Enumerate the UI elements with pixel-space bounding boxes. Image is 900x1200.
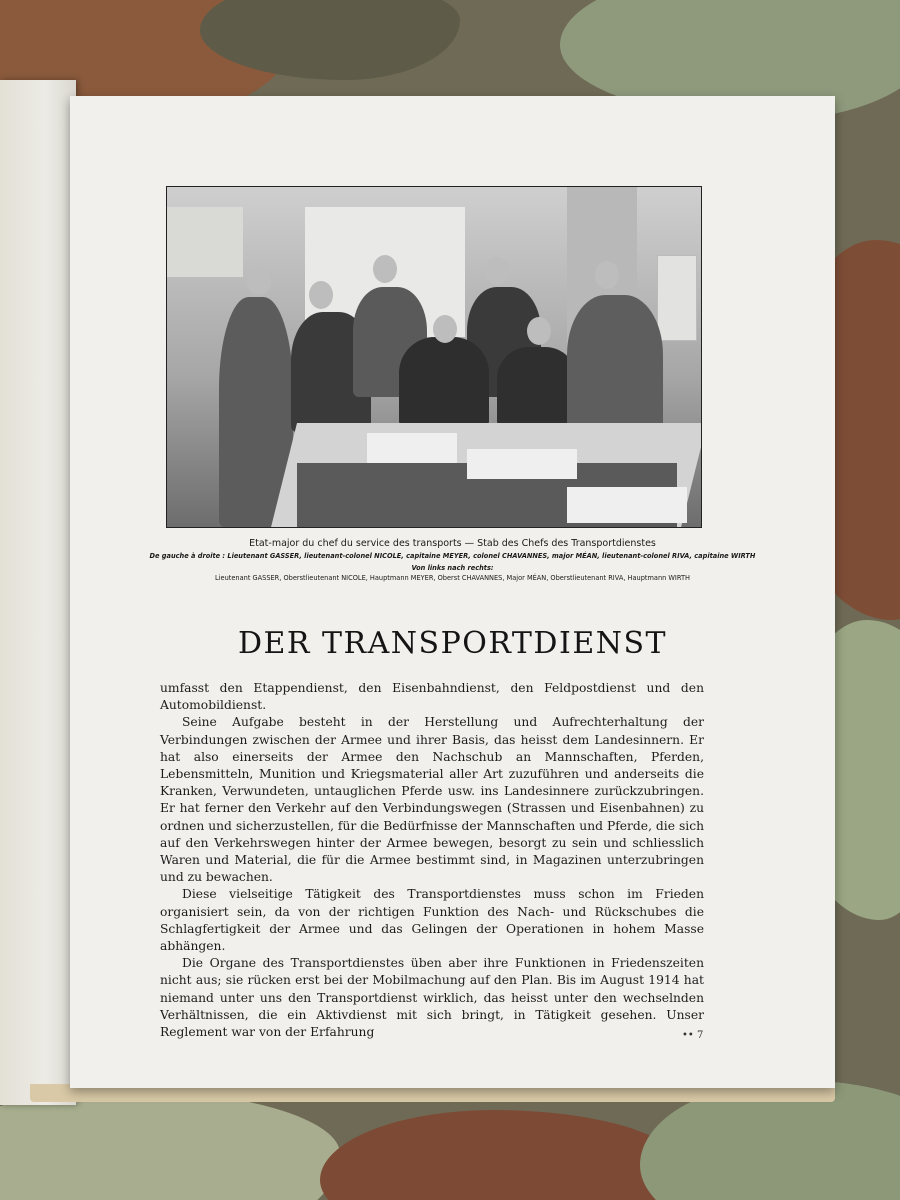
paragraph: Seine Aufgabe besteht in der Herstellung und Aufrechterhaltung der Verbindungen zwischen der Armee und ihrer Basis, das heisst dem Landesinnern. Er hat also einerseits der Armee den Nachschub an Mannschaften, Pferden, Lebensmitteln, Munition und Kriegsmaterial aller Art zuzuführen und anderseits die Kranken, Verwundeten, untauglichen Pferde usw. ins Landesinnere zurückzubringen. Er hat ferner den Verkehr auf den Verbindungswegen (Strassen und Eisenbahnen) zu ordnen und sicherzustellen, für die Bedürfnisse der Mannschaften und Pferde, die sich auf den Verkehrswegen hinter der Armee bewegen, besorgt zu sein und schliesslich Waren und Material, die für die Armee bestimmt sind, in Magazinen unterzubringen und zu bewachen. <box>160 715 704 885</box>
left-page-edge <box>0 80 76 1105</box>
book-page <box>70 96 835 1088</box>
photo-names-french: De gauche à droite : Lieutenant GASSER, lieutenant-colonel NICOLE, capitaine MEYER, colonel CHAVANNES, major MÉAN, lieutenant-colonel RIVA, capitaine WIRTH <box>149 552 756 560</box>
group-photograph <box>166 186 702 528</box>
photo-caption: Etat-major du chef du service des transports — Stab des Chefs des Transportdienstes <box>249 538 656 549</box>
page-number: •• 7 <box>682 1030 704 1041</box>
photo-names-german: Lieutenant GASSER, Oberstlieutenant NICOLE, Hauptmann MEYER, Oberst CHAVANNES, Major MÉAN, Oberstlieutenant RIVA, Hauptmann WIRTH <box>215 574 690 582</box>
paragraph: umfasst den Etappendienst, den Eisenbahndienst, den Feldpostdienst und den Automobildienst. <box>160 681 704 713</box>
paragraph: Die Organe des Transportdienstes üben aber ihre Funktionen in Friedenszeiten nicht aus; sie rücken erst bei der Mobilmachung auf den Plan. Bis im August 1914 hat niemand unter uns den Transportdienst wirklich, das heisst unter den wechselnden Verhältnissen, die ein Aktivdienst mit sich bringt, in Tätigkeit gesehen. Unser Reglement war von der Erfahrung <box>160 956 704 1040</box>
paragraph: Diese vielseitige Tätigkeit des Transportdienstes muss schon im Frieden organisiert sein, da von der richtigen Funktion des Nach- und Rückschubes die Schlagfertigkeit der Armee und das Gelingen der Operationen in hohem Masse abhängen. <box>160 887 704 954</box>
article-title: DER TRANSPORTDIENST <box>237 626 668 661</box>
article-body <box>160 680 704 1041</box>
photo-names-german-intro: Von links nach rechts: <box>411 564 494 572</box>
